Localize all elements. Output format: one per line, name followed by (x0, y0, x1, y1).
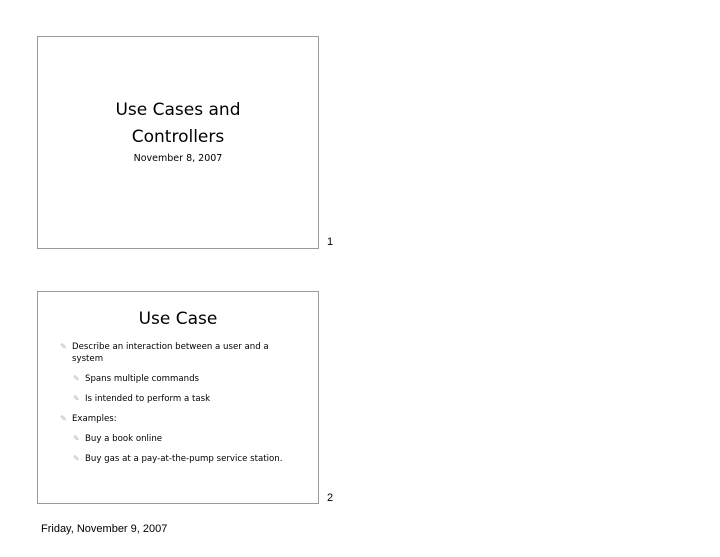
bullet-item (73, 433, 300, 445)
slide-2-bullet-list (60, 341, 300, 473)
bullet-item (60, 413, 300, 425)
slide-number-2: 2 (327, 492, 334, 504)
slide-1-title-line-1: Use Cases and (115, 100, 241, 120)
slide-1-title (38, 97, 318, 151)
bullet-item (73, 453, 300, 465)
slide-1 (37, 36, 319, 249)
footer-date: Friday, November 9, 2007 (41, 523, 168, 535)
bullet-text: Examples: (72, 414, 117, 424)
pencil-bullet-icon: ✎ (73, 454, 80, 463)
slide-2-title: Use Case (138, 309, 218, 329)
slide-2 (37, 291, 319, 504)
slide-number-1: 1 (327, 236, 334, 248)
pencil-bullet-icon: ✎ (60, 342, 67, 351)
bullet-item (73, 393, 300, 405)
pencil-bullet-icon: ✎ (73, 434, 80, 443)
pencil-bullet-icon: ✎ (73, 394, 80, 403)
slide-1-title-line-2: Controllers (131, 127, 225, 147)
slide-1-subtitle: November 8, 2007 (133, 153, 223, 164)
pencil-bullet-icon: ✎ (73, 374, 80, 383)
bullet-text: Is intended to perform a task (85, 394, 211, 404)
pencil-bullet-icon: ✎ (60, 414, 67, 423)
bullet-item (73, 373, 300, 385)
bullet-text: Buy gas at a pay-at-the-pump service station. (85, 454, 283, 464)
bullet-text: Spans multiple commands (85, 374, 200, 384)
bullet-text: Buy a book online (85, 434, 163, 444)
bullet-item (60, 341, 300, 365)
bullet-text: Describe an interaction between a user and a system (72, 342, 269, 364)
